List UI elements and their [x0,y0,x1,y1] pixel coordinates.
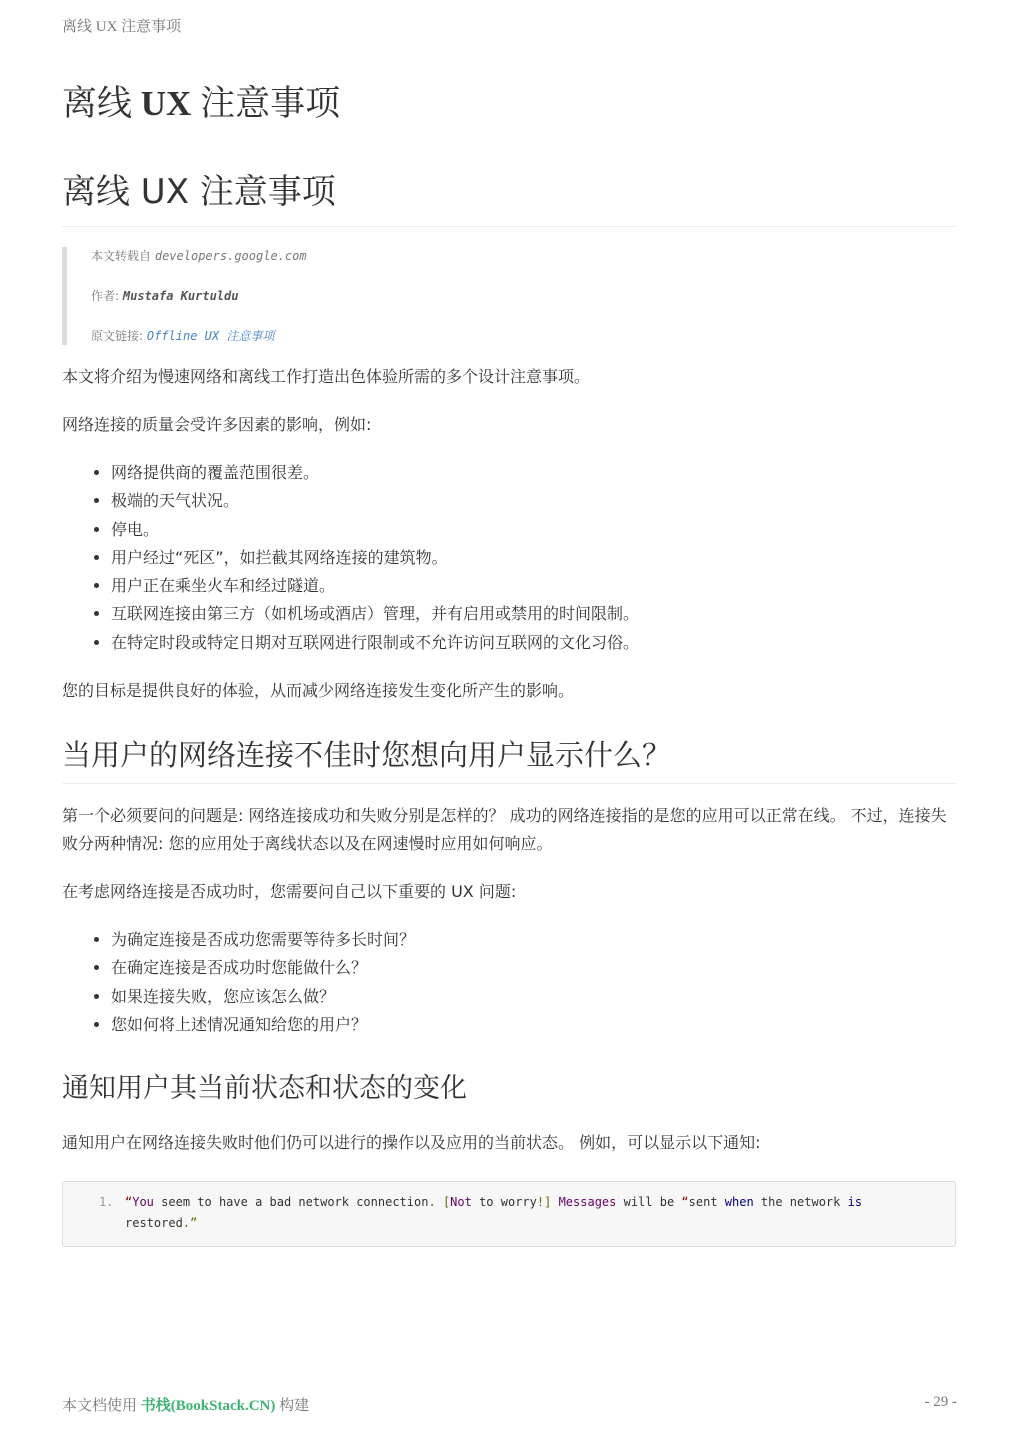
link-line [91,327,956,345]
source-line [91,247,956,265]
code-line-number: 1. [99,1195,114,1210]
list-item: • 在特定时段或特定日期对互联网进行限制或不允许访问互联网的文化习俗。 [111,629,956,657]
title-prefix: 离线 [62,84,141,123]
code-line [99,1192,935,1234]
footer-suffix: 构建 [275,1398,310,1414]
notify-paragraph: 通知用户在网络连接失败时他们仍可以进行的操作以及应用的当前状态。 例如，可以显示以下通知: [62,1133,761,1153]
author-label: 作者: [91,289,120,303]
list-item: • 极端的天气状况。 [111,487,956,515]
list-item: • 用户经过“死区”，如拦截其网络连接的建筑物。 [111,544,956,572]
document-title [62,76,340,126]
article-content [62,166,956,1247]
list-item: • 您如何将上述情况通知给您的用户？ [111,1011,956,1039]
code-token: restored [125,1216,183,1231]
source-blockquote [62,247,956,345]
code-token: when [724,1195,754,1210]
title-bold: UX [140,84,192,123]
code-token: seem to have a bad network connection [153,1195,429,1210]
ux-questions-list [62,926,956,1039]
code-token: “ [681,1195,689,1210]
intro-paragraph: 本文将介绍为慢速网络和离线工作打造出色体验所需的多个设计注意事项。 [62,367,591,386]
list-item: • 为确定连接是否成功您需要等待多长时间？ [111,926,956,954]
code-token: !] [536,1195,552,1210]
code-token: .” [182,1216,198,1231]
footer-prefix: 本文档使用 [62,1398,141,1414]
source-label: 本文转载自 [91,249,152,263]
code-token: Not [450,1195,472,1210]
running-header: 离线 UX 注意事项 [62,19,182,35]
code-token: to worry [471,1195,537,1210]
factors-intro-paragraph: 网络连接的质量会受许多因素的影响，例如: [62,415,372,434]
code-token: You [132,1195,154,1210]
code-token: . [428,1195,436,1210]
ux-intro-paragraph: 在考虑网络连接是否成功时，您需要问自己以下重要的 UX 问题: [62,882,517,902]
goal-paragraph: 您的目标是提供良好的体验，从而减少网络连接发生变化所产生的影响。 [62,681,575,701]
section-heading-notify: 通知用户其当前状态和状态的变化 [62,1073,467,1105]
code-token: Messages [558,1195,617,1210]
code-block [62,1181,956,1247]
author-value: Mustafa Kurtuldu [122,289,239,303]
code-token: “ [125,1195,133,1210]
code-token: sent [688,1195,725,1210]
page-number: - 29 - [924,1394,957,1410]
section-heading-display: 当用户的网络连接不佳时您想向用户显示什么？ [62,733,956,784]
code-token: [ [442,1195,451,1210]
list-item: • 如果连接失败，您应该怎么做？ [111,983,956,1011]
running-footer [62,1394,309,1415]
link-label: 原文链接: [91,329,144,343]
title-suffix: 注意事项 [191,84,341,123]
code-token: is [847,1195,863,1210]
list-item: • 在确定连接是否成功时您能做什么？ [111,954,956,982]
list-item: • 互联网连接由第三方（如机场或酒店）管理，并有启用或禁用的时间限制。 [111,600,956,628]
factors-list [62,459,956,657]
code-token: the network [753,1195,848,1210]
section-heading-main: 离线 UX 注意事项 [62,166,956,227]
list-item: • 网络提供商的覆盖范围很差。 [111,459,956,487]
code-token [436,1195,443,1209]
list-item: • 用户正在乘坐火车和经过隧道。 [111,572,956,600]
question-paragraph: 第一个必须要问的问题是: 网络连接成功和失败分别是怎样的？ 成功的网络连接指的是您的应用可以正常在线。 不过，连接失败分两种情况: 您的应用处于离线状态以及在网速慢时应用如何响应。 [62,806,947,854]
code-text [125,1192,935,1234]
author-line [91,287,956,305]
code-token: will be [616,1195,682,1210]
list-item: • 停电。 [111,516,956,544]
code-token [551,1195,558,1209]
source-value: developers.google.com [154,249,307,263]
bookstack-link[interactable]: 书栈(BookStack.CN) [140,1398,276,1414]
original-article-link[interactable]: Offline UX 注意事项 [146,329,275,343]
